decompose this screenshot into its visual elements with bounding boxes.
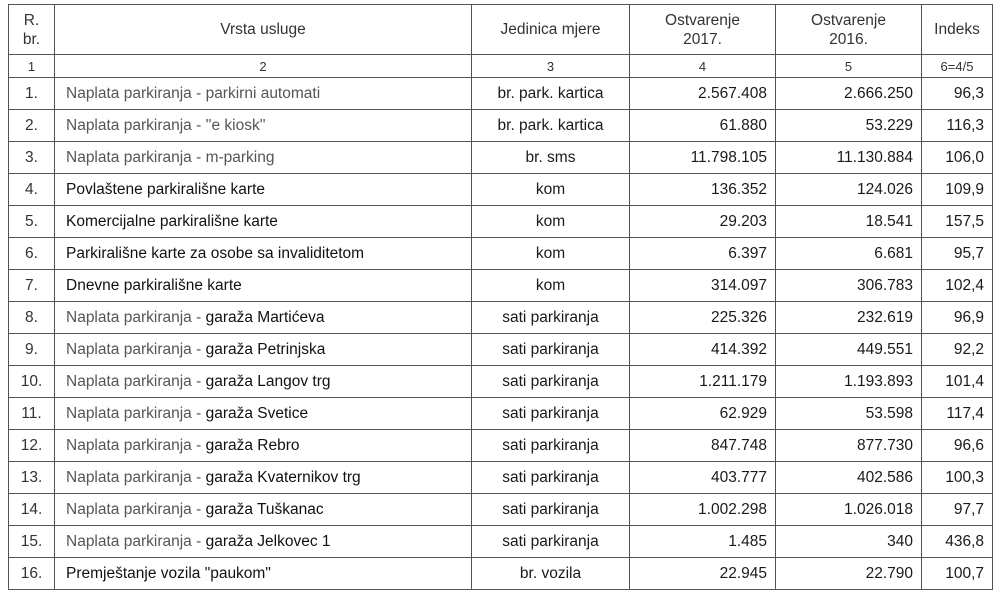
value-2017: 11.798.105 (630, 142, 776, 174)
service-name (55, 238, 472, 270)
index-value: 106,0 (922, 142, 993, 174)
row-number: 11. (9, 398, 55, 430)
row-number: 6. (9, 238, 55, 270)
col-number: 1 (9, 55, 55, 78)
value-2017: 847.748 (630, 430, 776, 462)
value-2016: 18.541 (776, 206, 922, 238)
header-ost2016: Ostvarenje 2016. (776, 5, 922, 55)
service-name (55, 334, 472, 366)
row-number: 8. (9, 302, 55, 334)
service-name (55, 270, 472, 302)
service-name-main: Povlaštene parkirališne karte (66, 180, 266, 198)
value-2016: 11.130.884 (776, 142, 922, 174)
table-row (9, 334, 993, 366)
service-name (55, 302, 472, 334)
row-number: 7. (9, 270, 55, 302)
table-row (9, 494, 993, 526)
row-number: 4. (9, 174, 55, 206)
value-2016: 2.666.250 (776, 78, 922, 110)
index-value: 96,3 (922, 78, 993, 110)
value-2017: 61.880 (630, 110, 776, 142)
value-2017: 136.352 (630, 174, 776, 206)
table-container (8, 4, 992, 590)
table-row (9, 398, 993, 430)
service-name (55, 174, 472, 206)
unit-of-measure: kom (472, 174, 630, 206)
index-value: 109,9 (922, 174, 993, 206)
row-number: 15. (9, 526, 55, 558)
service-name-main: garaža Tuškanac (205, 500, 324, 518)
table-row (9, 558, 993, 590)
col-number: 6=4/5 (922, 55, 993, 78)
service-name (55, 366, 472, 398)
index-value: 101,4 (922, 366, 993, 398)
value-2016: 306.783 (776, 270, 922, 302)
row-number: 12. (9, 430, 55, 462)
service-name-main: garaža Martićeva (205, 308, 325, 326)
header-rbr: R. br. (9, 5, 55, 55)
service-name-main: Komercijalne parkirališne karte (66, 212, 278, 230)
value-2017: 1.002.298 (630, 494, 776, 526)
value-2017: 225.326 (630, 302, 776, 334)
service-name-prefix: Naplata parkiranja - m-parking (66, 148, 275, 166)
col-number: 5 (776, 55, 922, 78)
value-2016: 1.026.018 (776, 494, 922, 526)
value-2016: 449.551 (776, 334, 922, 366)
table-row (9, 110, 993, 142)
unit-of-measure: sati parkiranja (472, 494, 630, 526)
service-name-prefix: Naplata parkiranja - parkirni automati (66, 84, 321, 102)
service-name-prefix: Naplata parkiranja - (66, 372, 206, 390)
row-number: 9. (9, 334, 55, 366)
service-name (55, 462, 472, 494)
unit-of-measure: br. park. kartica (472, 110, 630, 142)
service-name (55, 398, 472, 430)
index-value: 100,3 (922, 462, 993, 494)
value-2017: 414.392 (630, 334, 776, 366)
unit-of-measure: sati parkiranja (472, 462, 630, 494)
service-name-prefix: Naplata parkiranja - (66, 468, 206, 486)
col-number: 4 (630, 55, 776, 78)
service-name-main: garaža Langov trg (205, 372, 331, 390)
value-2017: 1.211.179 (630, 366, 776, 398)
unit-of-measure: kom (472, 206, 630, 238)
unit-of-measure: kom (472, 270, 630, 302)
header-ost2017: Ostvarenje 2017. (630, 5, 776, 55)
unit-of-measure: br. sms (472, 142, 630, 174)
service-name-main: garaža Kvaternikov trg (205, 468, 361, 486)
row-number: 14. (9, 494, 55, 526)
column-number-row (9, 55, 993, 78)
col-number: 3 (472, 55, 630, 78)
value-2017: 2.567.408 (630, 78, 776, 110)
service-name-prefix: Naplata parkiranja - (66, 436, 206, 454)
value-2017: 29.203 (630, 206, 776, 238)
service-name-main: garaža Jelkovec 1 (205, 532, 331, 550)
value-2017: 314.097 (630, 270, 776, 302)
unit-of-measure: sati parkiranja (472, 430, 630, 462)
unit-of-measure: kom (472, 238, 630, 270)
table-row (9, 206, 993, 238)
value-2016: 232.619 (776, 302, 922, 334)
service-name (55, 78, 472, 110)
header-jedinica: Jedinica mjere (472, 5, 630, 55)
service-name-main: Parkirališne karte za osobe sa invaliditetom (66, 244, 365, 262)
service-name-main: Premještanje vozila "paukom" (66, 564, 271, 582)
value-2016: 124.026 (776, 174, 922, 206)
unit-of-measure: sati parkiranja (472, 302, 630, 334)
unit-of-measure: br. vozila (472, 558, 630, 590)
header-row (9, 5, 993, 55)
value-2016: 22.790 (776, 558, 922, 590)
col-number: 2 (55, 55, 472, 78)
service-name (55, 142, 472, 174)
value-2017: 1.485 (630, 526, 776, 558)
value-2016: 1.193.893 (776, 366, 922, 398)
unit-of-measure: sati parkiranja (472, 398, 630, 430)
table-row (9, 526, 993, 558)
row-number: 16. (9, 558, 55, 590)
service-name (55, 206, 472, 238)
unit-of-measure: sati parkiranja (472, 334, 630, 366)
table-body (9, 78, 993, 590)
service-name-prefix: Naplata parkiranja - ''e kiosk'' (66, 116, 266, 134)
table-row (9, 302, 993, 334)
index-value: 97,7 (922, 494, 993, 526)
value-2017: 22.945 (630, 558, 776, 590)
index-value: 117,4 (922, 398, 993, 430)
service-name-main: garaža Svetice (205, 404, 309, 422)
index-value: 436,8 (922, 526, 993, 558)
unit-of-measure: sati parkiranja (472, 526, 630, 558)
service-name-main: garaža Petrinjska (205, 340, 326, 358)
unit-of-measure: sati parkiranja (472, 366, 630, 398)
table-row (9, 174, 993, 206)
value-2016: 6.681 (776, 238, 922, 270)
unit-of-measure: br. park. kartica (472, 78, 630, 110)
service-name-prefix: Naplata parkiranja - (66, 308, 206, 326)
value-2017: 62.929 (630, 398, 776, 430)
index-value: 95,7 (922, 238, 993, 270)
table-row (9, 366, 993, 398)
table-row (9, 430, 993, 462)
index-value: 102,4 (922, 270, 993, 302)
table-row (9, 78, 993, 110)
row-number: 3. (9, 142, 55, 174)
value-2017: 6.397 (630, 238, 776, 270)
value-2017: 403.777 (630, 462, 776, 494)
index-value: 96,9 (922, 302, 993, 334)
service-name-prefix: Naplata parkiranja - (66, 404, 206, 422)
service-name (55, 430, 472, 462)
header-vrsta: Vrsta usluge (55, 5, 472, 55)
index-value: 100,7 (922, 558, 993, 590)
value-2016: 53.598 (776, 398, 922, 430)
index-value: 157,5 (922, 206, 993, 238)
index-value: 96,6 (922, 430, 993, 462)
service-name (55, 558, 472, 590)
service-name (55, 110, 472, 142)
value-2016: 340 (776, 526, 922, 558)
service-name-prefix: Naplata parkiranja - (66, 500, 206, 518)
table-row (9, 238, 993, 270)
table-row (9, 142, 993, 174)
service-name-prefix: Naplata parkiranja - (66, 340, 206, 358)
header-indeks: Indeks (922, 5, 993, 55)
value-2016: 53.229 (776, 110, 922, 142)
index-value: 92,2 (922, 334, 993, 366)
row-number: 5. (9, 206, 55, 238)
row-number: 1. (9, 78, 55, 110)
table-row (9, 270, 993, 302)
value-2016: 402.586 (776, 462, 922, 494)
index-value: 116,3 (922, 110, 993, 142)
service-name-main: garaža Rebro (205, 436, 300, 454)
table-row (9, 462, 993, 494)
row-number: 10. (9, 366, 55, 398)
value-2016: 877.730 (776, 430, 922, 462)
row-number: 2. (9, 110, 55, 142)
service-name-main: Dnevne parkirališne karte (66, 276, 242, 294)
service-name-prefix: Naplata parkiranja - (66, 532, 206, 550)
parking-services-table (8, 4, 993, 590)
service-name (55, 526, 472, 558)
service-name (55, 494, 472, 526)
row-number: 13. (9, 462, 55, 494)
